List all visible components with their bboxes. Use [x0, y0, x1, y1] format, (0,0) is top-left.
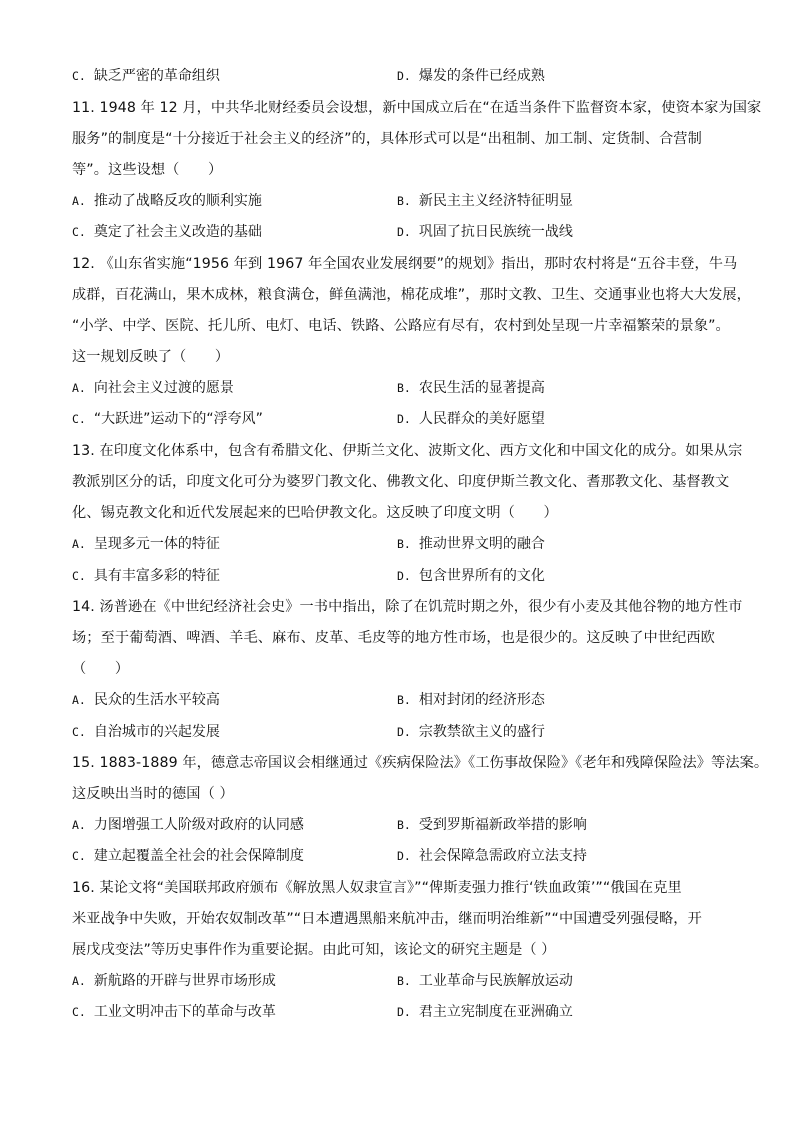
q13-option-d	[397, 566, 545, 586]
q14-option-c	[72, 722, 220, 742]
q12-stem-line-2: 成群，百花满山，果木成林，粮食满仓，鲜鱼满池，棉花成堆”，那时文教、卫生、交通事业也将大大发展，	[72, 287, 751, 303]
option-text: 新民主主义经济特征明显	[418, 193, 573, 209]
q14-stem-line-2: 场；至于葡萄酒、啤酒、羊毛、麻布、皮革、毛皮等的地方性市场，也是很少的。这反映了中世纪西欧	[72, 630, 715, 646]
option-letter: C.	[72, 725, 86, 739]
option-text: 建立起覆盖全社会的社会保障制度	[93, 848, 304, 864]
q12-option-a	[72, 378, 234, 398]
q13-stem-line-2: 教派别区分的话，印度文化可分为婆罗门教文化、佛教文化、印度伊斯兰教文化、耆那教文化、基督教文	[72, 474, 730, 490]
option-letter: C.	[72, 1005, 86, 1019]
q12-stem-line-3: “小学、中学、医院、托儿所、电灯、电话、铁路、公路应有尽有，农村到处呈现一片幸福繁荣的景象”。	[72, 318, 730, 334]
option-letter: C.	[72, 412, 86, 426]
option-letter: A.	[72, 381, 86, 395]
q16-stem-line-2: 米亚战争中失败，开始农奴制改革”“日本遭遇黑船来航冲击，继而明治维新”“中国遭受列强侵略，开	[72, 911, 702, 927]
option-text: 相对封闭的经济形态	[418, 692, 545, 708]
q13-option-a	[72, 534, 220, 554]
option-letter: A.	[72, 693, 86, 707]
q16-option-d	[397, 1002, 573, 1022]
option-letter: C.	[72, 69, 86, 83]
option-text: 具有丰富多彩的特征	[93, 568, 220, 584]
option-text: 包含世界所有的文化	[418, 568, 545, 584]
option-letter: B.	[397, 194, 411, 208]
q14-option-b	[397, 690, 545, 710]
q12-stem-line-1: 12. 《山东省实施“1956 年到 1967 年全国农业发展纲要”的规划》指出，那时农村将是“五谷丰登，牛马	[72, 256, 738, 272]
option-letter: B.	[397, 693, 411, 707]
option-text: 君主立宪制度在亚洲确立	[418, 1004, 573, 1020]
q11-option-b	[397, 191, 573, 211]
q11-option-c	[72, 222, 262, 242]
q15-option-b	[397, 815, 587, 835]
q11-option-d	[397, 222, 573, 242]
option-letter: C.	[72, 225, 86, 239]
option-text: 自治城市的兴起发展	[93, 724, 220, 740]
option-letter: A.	[72, 818, 86, 832]
option-text: 奠定了社会主义改造的基础	[93, 224, 262, 240]
q13-option-b	[397, 534, 545, 554]
option-letter: A.	[72, 974, 86, 988]
option-text: 工业文明冲击下的革命与改革	[93, 1004, 276, 1020]
option-letter: D.	[397, 849, 411, 863]
option-text: “大跃进”运动下的“浮夸风”	[93, 411, 263, 427]
q11-stem-line-3: 等”。这些设想（ ）	[72, 162, 223, 178]
q12-option-c	[72, 409, 263, 429]
option-letter: A.	[72, 537, 86, 551]
q14-stem-line-3: （ ）	[72, 661, 130, 677]
q16-stem-line-3: 展戊戌变法”等历史事件作为重要论据。由此可知，该论文的研究主题是（ ）	[72, 942, 556, 958]
option-letter: A.	[72, 194, 86, 208]
option-letter: D.	[397, 412, 411, 426]
option-text: 呈现多元一体的特征	[93, 536, 220, 552]
option-text: 推动了战略反攻的顺利实施	[93, 193, 262, 209]
q10-option-c	[72, 66, 220, 86]
q15-option-d	[397, 846, 587, 866]
q15-option-a	[72, 815, 304, 835]
q16-option-c	[72, 1002, 276, 1022]
q12-stem-line-4: 这一规划反映了（ ）	[72, 349, 230, 365]
option-letter: C.	[72, 849, 86, 863]
q14-option-a	[72, 690, 220, 710]
q16-stem-line-1: 16. 某论文将“美国联邦政府颁布《解放黑人奴隶宣言》”“俾斯麦强力推行‘铁血政策’”“俄国在克里	[72, 880, 682, 896]
q11-stem-line-1: 11. 1948 年 12 月，中共华北财经委员会设想，新中国成立后在“在适当条件下监督资本家，使资本家为国家	[72, 100, 762, 116]
option-text: 工业革命与民族解放运动	[418, 973, 573, 989]
option-letter: B.	[397, 537, 411, 551]
option-text: 社会保障急需政府立法支持	[418, 848, 587, 864]
option-text: 新航路的开辟与世界市场形成	[93, 973, 276, 989]
option-text: 力图增强工人阶级对政府的认同感	[93, 817, 304, 833]
q11-option-a	[72, 191, 262, 211]
q12-option-d	[397, 409, 545, 429]
q13-stem-line-3: 化、锡克教文化和近代发展起来的巴哈伊教文化。这反映了印度文明（ ）	[72, 505, 558, 521]
q12-option-b	[397, 378, 545, 398]
q16-option-a	[72, 971, 276, 991]
q16-option-b	[397, 971, 573, 991]
option-letter: D.	[397, 1005, 411, 1019]
q13-option-c	[72, 566, 220, 586]
option-text: 爆发的条件已经成熟	[418, 68, 545, 84]
option-text: 宗教禁欲主义的盛行	[418, 724, 545, 740]
option-text: 农民生活的显著提高	[418, 380, 545, 396]
option-text: 巩固了抗日民族统一战线	[418, 224, 573, 240]
option-letter: B.	[397, 974, 411, 988]
option-letter: B.	[397, 818, 411, 832]
q11-stem-line-2: 服务”的制度是“十分接近于社会主义的经济”的，具体形式可以是“出租制、加工制、定货制、合营制	[72, 131, 702, 147]
q15-stem-line-2: 这反映出当时的德国（ ）	[72, 786, 234, 802]
q13-stem-line-1: 13. 在印度文化体系中，包含有希腊文化、伊斯兰文化、波斯文化、西方文化和中国文化的成分。如果从宗	[72, 443, 743, 459]
option-text: 推动世界文明的融合	[418, 536, 545, 552]
q10-option-d	[397, 66, 545, 86]
option-letter: D.	[397, 725, 411, 739]
q15-stem-line-1: 15. 1883-1889 年，德意志帝国议会相继通过《疾病保险法》《工伤事故保险》《老年和残障保险法》等法案。	[72, 755, 769, 771]
option-text: 缺乏严密的革命组织	[93, 68, 220, 84]
option-text: 人民群众的美好愿望	[418, 411, 545, 427]
option-text: 民众的生活水平较高	[93, 692, 220, 708]
q15-option-c	[72, 846, 304, 866]
option-letter: D.	[397, 69, 411, 83]
option-letter: D.	[397, 569, 411, 583]
option-text: 受到罗斯福新政举措的影响	[418, 817, 587, 833]
option-letter: B.	[397, 381, 411, 395]
option-letter: C.	[72, 569, 86, 583]
option-letter: D.	[397, 225, 411, 239]
q14-option-d	[397, 722, 545, 742]
option-text: 向社会主义过渡的愿景	[93, 380, 234, 396]
q14-stem-line-1: 14. 汤普逊在《中世纪经济社会史》一书中指出，除了在饥荒时期之外，很少有小麦及其他谷物的地方性市	[72, 599, 743, 615]
